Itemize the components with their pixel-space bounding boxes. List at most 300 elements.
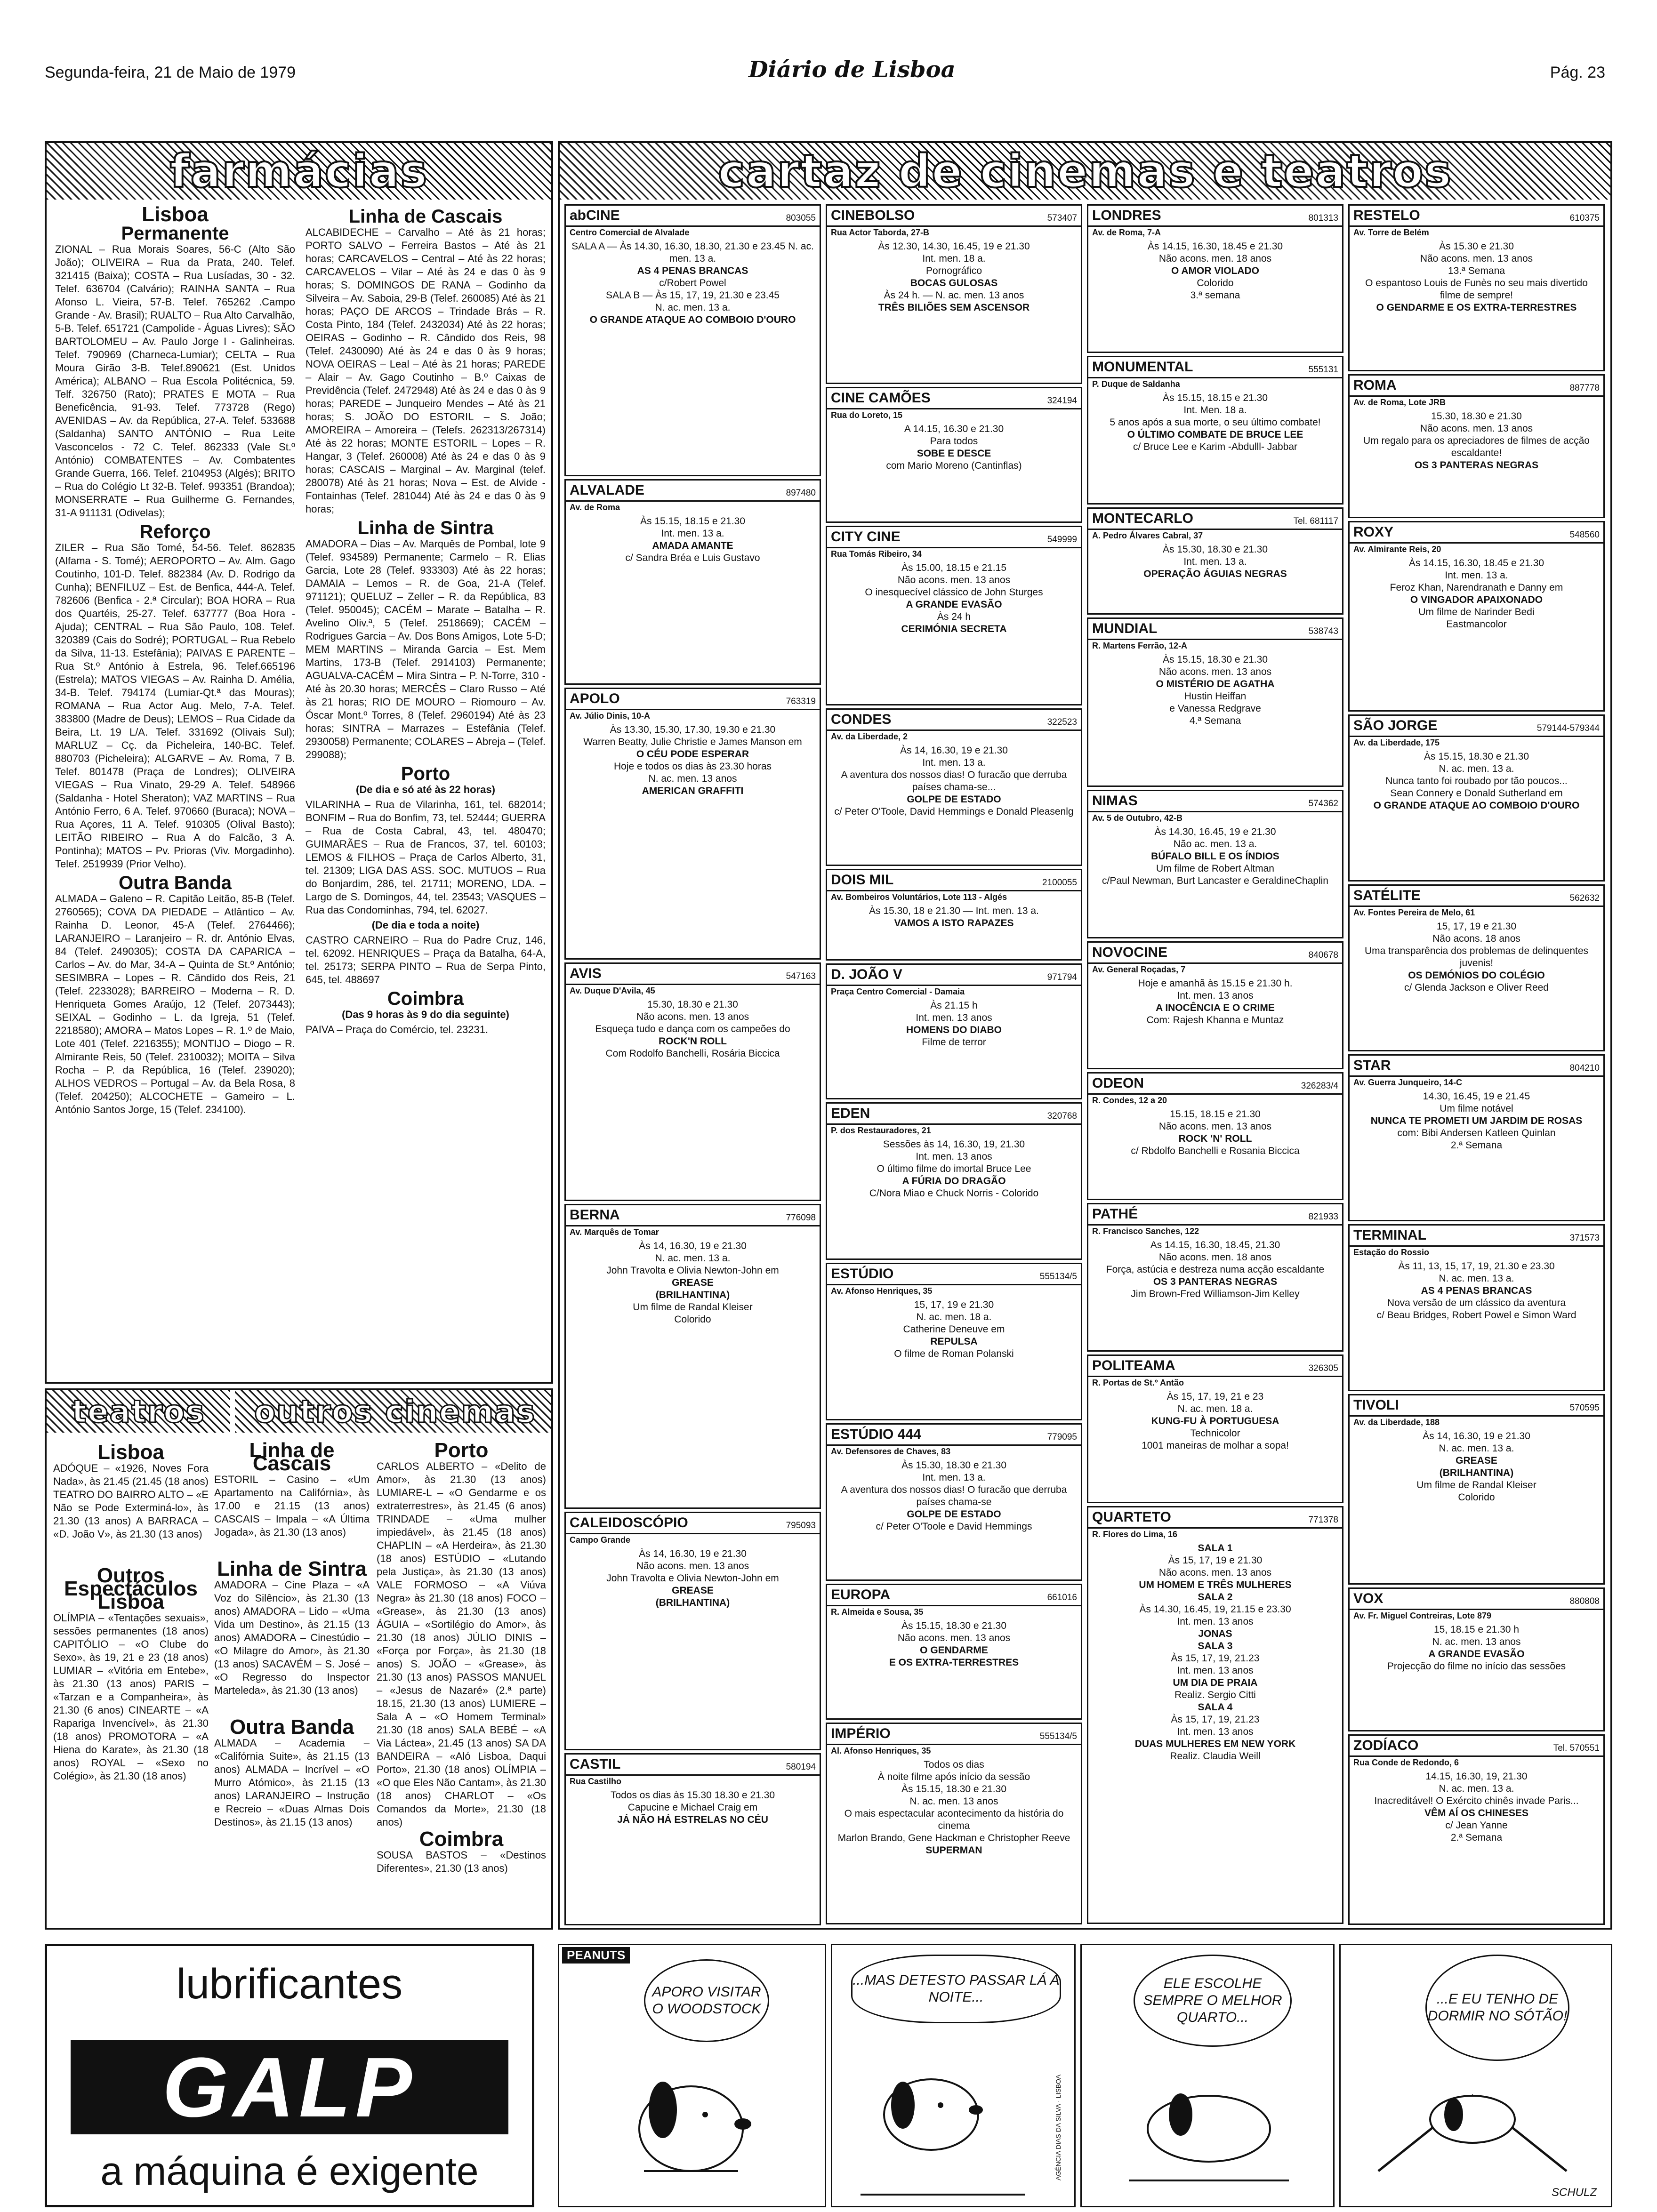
cinema-tel: 555134/5 bbox=[1039, 1272, 1077, 1282]
cinema-header bbox=[827, 388, 1081, 409]
cinema-line: Colorido bbox=[1197, 278, 1234, 289]
cinema-line: Int. Men. 18 a. bbox=[1183, 405, 1247, 416]
cinema-line: Int. men. 13 a. bbox=[1445, 570, 1508, 581]
cinema-box bbox=[1348, 1734, 1605, 1925]
cinema-box bbox=[564, 204, 821, 476]
teatros-outra-banda-text: ALMADA – Academia – «Califórnia Suite», às 21.15 (13 anos) ALMADA – Incrível – «O Murro Atómico», às 21.15 (13 anos) LARANJEIRO – Instrução e Recreio – «Duas Almas Dois Destinos», às 21.15 (13 anos) bbox=[214, 1737, 370, 1828]
cinema-tel: 887778 bbox=[1569, 383, 1600, 393]
cinema-listing bbox=[566, 513, 820, 566]
cinema-tel: 661016 bbox=[1047, 1593, 1077, 1603]
cinema-line: Às 15.15, 18.30 e 21.30 bbox=[1162, 654, 1268, 665]
cinema-line: O GRANDE ATAQUE AO COMBOIO D'OURO bbox=[589, 314, 796, 325]
cinema-tel: 574362 bbox=[1308, 799, 1338, 809]
cinema-line: Hoje e todos os dias às 23.30 horas bbox=[613, 761, 772, 772]
cinema-name: QUARTETO bbox=[1092, 1509, 1171, 1525]
cinema-address: Rua Conde de Redondo, 6 bbox=[1353, 1758, 1459, 1767]
teatros-banner bbox=[47, 1390, 230, 1433]
cinema-box bbox=[564, 1204, 821, 1509]
cinema-name: ODEON bbox=[1092, 1075, 1144, 1091]
cinema-address: Av. General Roçadas, 7 bbox=[1092, 965, 1186, 974]
cinema-line: SUPERMAN bbox=[925, 1845, 982, 1856]
cinema-tel: 801313 bbox=[1308, 213, 1338, 223]
cinema-line: OS 3 PANTERAS NEGRAS bbox=[1414, 460, 1539, 471]
outros-cinemas-col bbox=[377, 1440, 546, 1925]
cinema-tel: 570595 bbox=[1569, 1403, 1600, 1413]
cinema-name: BERNA bbox=[570, 1207, 620, 1223]
cinema-line: Sessões às 14, 16.30, 19, 21.30 bbox=[883, 1139, 1025, 1150]
galp-logo bbox=[71, 2040, 508, 2134]
cinema-name: CASTIL bbox=[570, 1756, 621, 1772]
comic-panel-4 bbox=[1339, 1944, 1612, 2207]
cinema-header bbox=[1350, 1226, 1603, 1247]
cinema-box bbox=[1348, 714, 1605, 882]
cinema-header bbox=[1350, 1395, 1603, 1417]
cinema-tel: 821933 bbox=[1308, 1212, 1338, 1222]
cinema-line: GREASE bbox=[1456, 1455, 1497, 1466]
cinema-address: Av. da Liberdade, 188 bbox=[1353, 1418, 1440, 1427]
cinema-tel: 2100055 bbox=[1042, 878, 1077, 888]
cinema-line: REPULSA bbox=[930, 1336, 978, 1347]
cinema-address: Av. Torre de Belém bbox=[1353, 228, 1429, 237]
cinema-line: ROCK'N ROLL bbox=[659, 1036, 727, 1047]
cinema-line: JONAS bbox=[1198, 1628, 1232, 1639]
cinema-line: A aventura dos nossos dias! O furacão que derruba países chama-se... bbox=[841, 769, 1067, 793]
cinema-tel: 324194 bbox=[1047, 396, 1077, 406]
cinema-line: A GRANDE EVASÃO bbox=[906, 599, 1002, 610]
cinema-line: 15, 18.15 e 21.30 h bbox=[1434, 1624, 1519, 1635]
cinema-header bbox=[566, 1513, 820, 1534]
cinema-listing bbox=[1088, 390, 1342, 455]
cinema-line: Às 15.15, 18.15 e 21.30 bbox=[640, 516, 745, 527]
cinema-address: A. Pedro Álvares Cabral, 37 bbox=[1092, 531, 1203, 540]
cinema-line: Warren Beatty, Julie Christie e James Manson em bbox=[583, 737, 802, 747]
cinema-listing bbox=[566, 1238, 820, 1328]
cinema-tel: 804210 bbox=[1569, 1063, 1600, 1073]
cinema-listing bbox=[566, 1787, 820, 1828]
cinema-line: O inesquecível clássico de John Sturges bbox=[865, 587, 1043, 598]
ad-line-3: a máquina é exigente bbox=[100, 2149, 479, 2193]
cinema-box bbox=[826, 1723, 1082, 1924]
cinema-line: SOBE E DESCE bbox=[917, 448, 991, 459]
cinema-line: Int. men. 13 anos bbox=[916, 1012, 992, 1023]
outros-cinemas-banner bbox=[235, 1390, 553, 1433]
cinema-line: N. ac. men. 18 a. bbox=[916, 1312, 992, 1322]
cinema-line: À noite filme após início da sessão bbox=[877, 1771, 1030, 1782]
bubble-2: ...MAS DETESTO PASSAR LÁ A NOITE... bbox=[851, 1955, 1061, 2023]
cinema-line: Hustin Heiffan bbox=[1184, 691, 1247, 702]
cinema-box bbox=[564, 688, 821, 960]
cinema-header bbox=[827, 1264, 1081, 1285]
cinema-line: 15.30, 18.30 e 21.30 bbox=[1431, 411, 1522, 422]
cinema-line: Esqueça tudo e dança com os campeões do bbox=[595, 1024, 790, 1034]
cinema-line: NUNCA TE PROMETI UM JARDIM DE ROSAS bbox=[1370, 1115, 1583, 1126]
cinema-box bbox=[1087, 617, 1343, 787]
cinema-line: Às 15.15, 18.30 e 21.30 bbox=[901, 1784, 1006, 1795]
cinema-line: AMERICAN GRAFFITI bbox=[642, 785, 744, 796]
cinema-tel: 320768 bbox=[1047, 1111, 1077, 1121]
cinema-line: SALA 3 bbox=[1198, 1641, 1233, 1651]
cinema-header bbox=[827, 527, 1081, 548]
cinema-line: Int. men. 13 anos bbox=[1177, 1616, 1254, 1627]
cinema-tel: 562632 bbox=[1569, 893, 1600, 903]
farmacias-col-1 bbox=[55, 204, 295, 1381]
cinema-line: BOCAS GULOSAS bbox=[910, 278, 998, 289]
cinema-listing bbox=[1350, 409, 1603, 473]
cinema-line: N. ac. men. 13 a. bbox=[1439, 763, 1514, 774]
cinema-line: Às 15, 17, 19 e 21.30 bbox=[1168, 1555, 1263, 1566]
coimbra-heading: Coimbra bbox=[387, 988, 464, 1009]
cinema-header bbox=[1088, 943, 1342, 964]
cinema-line: Não acons. men. 13 anos bbox=[636, 1561, 749, 1571]
farmacias-section bbox=[45, 141, 553, 1384]
cinema-line: 2.ª Semana bbox=[1450, 1832, 1503, 1843]
cinema-header bbox=[1088, 509, 1342, 530]
cinema-line: N. ac. men. 18 a. bbox=[1177, 1403, 1253, 1414]
cinema-line: N. ac. men. 13 a. bbox=[1439, 1443, 1514, 1454]
cinema-line: Às 15.30, 18.30 e 21.30 bbox=[901, 1460, 1006, 1471]
cinema-line: 3.ª semana bbox=[1190, 290, 1240, 301]
comic-panel-2 bbox=[831, 1944, 1076, 2207]
cinema-line: Às 14.30, 16.45, 19 e 21.30 bbox=[1154, 826, 1276, 837]
cinema-box bbox=[564, 962, 821, 1201]
cinema-line: O último filme do imortal Bruce Lee bbox=[877, 1163, 1031, 1174]
cinema-tel: 573407 bbox=[1047, 213, 1077, 223]
cinema-name: MONUMENTAL bbox=[1092, 359, 1193, 375]
cinema-line: c/ Beau Bridges, Robert Powel e Simon Ward bbox=[1376, 1310, 1577, 1321]
cinema-line: O VINGADOR APAIXONADO bbox=[1410, 594, 1543, 605]
cinema-line: Às 15, 17, 19, 21.23 bbox=[1171, 1653, 1260, 1664]
teatros-col-1 bbox=[53, 1442, 209, 1927]
cinema-tel: 610375 bbox=[1569, 213, 1600, 223]
cinema-name: MONTECARLO bbox=[1092, 511, 1193, 526]
cinema-box bbox=[1348, 374, 1605, 518]
cinema-line: Não acons. men. 18 anos bbox=[1158, 1252, 1272, 1263]
cinema-line: OS 3 PANTERAS NEGRAS bbox=[1153, 1276, 1278, 1287]
cinema-header bbox=[566, 206, 820, 227]
cinema-address: R. Condes, 12 a 20 bbox=[1092, 1096, 1167, 1105]
cinema-line: Às 21.15 h bbox=[930, 1000, 978, 1011]
cinema-line: ROCK 'N' ROLL bbox=[1178, 1133, 1252, 1144]
cinema-box bbox=[826, 869, 1082, 961]
cinema-box bbox=[1348, 1394, 1605, 1585]
cinema-line: 14.30, 16.45, 19 e 21.45 bbox=[1423, 1091, 1530, 1102]
cinema-line: (BRILHANTINA) bbox=[655, 1597, 730, 1608]
cinema-name: POLITEAMA bbox=[1092, 1358, 1175, 1373]
cinema-line: 15.15, 18.15 e 21.30 bbox=[1170, 1109, 1261, 1120]
cinema-line: Int. men. 13 a. bbox=[1183, 556, 1247, 567]
cinema-address: Av. Almirante Reis, 20 bbox=[1353, 545, 1441, 554]
cinema-address: Rua Tomás Ribeiro, 34 bbox=[831, 549, 922, 559]
cinema-header bbox=[1350, 1056, 1603, 1077]
cinema-line: Todos os dias às 15.30 18.30 e 21.30 bbox=[610, 1790, 775, 1801]
outros-espectaculos-heading: Outros Espectáculos Lisboa bbox=[64, 1564, 198, 1613]
cinema-line: Não acons. men. 13 anos bbox=[1420, 423, 1533, 434]
cinema-header bbox=[1088, 1356, 1342, 1377]
cinema-name: CINEBOLSO bbox=[831, 208, 915, 223]
porto-note-2: (De dia e toda a noite) bbox=[371, 919, 480, 931]
cinema-line: Jim Brown-Fred Williamson-Jim Kelley bbox=[1131, 1289, 1300, 1299]
cinema-line: O espantoso Louis de Funès no seu mais divertido filme de sempre! bbox=[1365, 278, 1588, 301]
cinema-line: Eastmancolor bbox=[1446, 619, 1507, 630]
cinema-listing bbox=[827, 239, 1081, 316]
cinema-listing bbox=[1088, 652, 1342, 729]
cinema-line: Às 14.15, 16.30, 18.45 e 21.30 bbox=[1147, 241, 1283, 252]
cinema-address: Av. Guerra Junqueiro, 14-C bbox=[1353, 1078, 1463, 1087]
cinema-tel: 771378 bbox=[1308, 1515, 1338, 1525]
cinema-line: Às 24 h bbox=[937, 611, 971, 622]
cinema-tel: 538743 bbox=[1308, 626, 1338, 636]
farmacias-col-2 bbox=[306, 204, 546, 1381]
cinema-line: 1001 maneiras de molhar a sopa! bbox=[1142, 1440, 1289, 1451]
cinema-box bbox=[1348, 1224, 1605, 1391]
cinema-line: c/ Peter O'Toole e David Hemmings bbox=[876, 1521, 1032, 1532]
outra-banda-heading: Outra Banda bbox=[118, 873, 232, 893]
cinema-line: O MISTÉRIO DE AGATHA bbox=[1156, 679, 1275, 689]
cinema-tel: 580194 bbox=[786, 1762, 816, 1772]
cinema-line: Projecção do filme no início das sessões bbox=[1387, 1661, 1566, 1672]
cinema-tel: 555134/5 bbox=[1039, 1731, 1077, 1741]
cinema-line: A 14.15, 16.30 e 21.30 bbox=[904, 424, 1004, 434]
cinema-header bbox=[1088, 1074, 1342, 1095]
cinema-header bbox=[827, 1425, 1081, 1446]
cinema-tel: 763319 bbox=[786, 697, 816, 706]
cinema-listing bbox=[827, 1297, 1081, 1362]
cinema-line: A aventura dos nossos dias! O furacão que derruba países chama-se bbox=[841, 1484, 1067, 1507]
cinema-line: N. ac. men. 13 a. bbox=[655, 1253, 731, 1264]
lisboa-heading: Lisboa bbox=[142, 204, 209, 226]
cinema-listing bbox=[1350, 1428, 1603, 1506]
cinema-header bbox=[1350, 1589, 1603, 1610]
cinema-box bbox=[1348, 1054, 1605, 1221]
cinema-listing bbox=[827, 903, 1081, 931]
cinema-box bbox=[1348, 1587, 1605, 1731]
cinema-tel: 371573 bbox=[1569, 1233, 1600, 1243]
cinema-line: Um filme de Randal Kleiser bbox=[633, 1302, 753, 1313]
cinema-line: O filme de Roman Polanski bbox=[894, 1348, 1014, 1359]
cinema-line: Capucine e Michael Craig em bbox=[627, 1802, 758, 1813]
cinema-line: A FÚRIA DO DRAGÃO bbox=[902, 1176, 1006, 1186]
cinema-box bbox=[1087, 204, 1343, 353]
porto-text-2: CASTRO CARNEIRO – Rua do Padre Cruz, 146, tel. 62092. HENRIQUES – Praça da Batalha, 64-A, tel. 25173; SERPA PINTO – Rua de Serpa Pinto, 645, tel. 488697 bbox=[306, 934, 546, 986]
cinema-line: O GENDARME E OS EXTRA-TERRESTRES bbox=[1376, 302, 1577, 313]
comic-title: PEANUTS bbox=[562, 1947, 630, 1964]
cinema-address: P. Duque de Saldanha bbox=[1092, 379, 1180, 389]
cinema-line: 5 anos após a sua morte, o seu último combate! bbox=[1110, 417, 1321, 428]
cinema-listing bbox=[1088, 976, 1342, 1028]
cinema-box bbox=[1087, 507, 1343, 615]
cinema-line: Às 13.30, 15.30, 17.30, 19.30 e 21.30 bbox=[610, 724, 776, 735]
cinema-tel: 326283/4 bbox=[1301, 1081, 1338, 1091]
cinema-line: Não acons. men. 18 anos bbox=[1158, 253, 1272, 264]
cinema-line: DUAS MULHERES EM NEW YORK bbox=[1134, 1739, 1296, 1749]
cinema-name: ALVALADE bbox=[570, 482, 644, 498]
cinema-address: Av. Defensores de Chaves, 83 bbox=[831, 1447, 951, 1456]
cinema-address: Av. Fontes Pereira de Melo, 61 bbox=[1353, 908, 1475, 917]
comic-panel-3 bbox=[1080, 1944, 1335, 2207]
cinema-name: AVIS bbox=[570, 966, 602, 981]
cinema-line: As 14.15, 16.30, 18.45, 21.30 bbox=[1150, 1240, 1280, 1250]
cinema-name: STAR bbox=[1353, 1058, 1391, 1073]
cinema-address: Rua do Loreto, 15 bbox=[831, 410, 903, 420]
cinema-line: CERIMÓNIA SECRETA bbox=[901, 624, 1007, 634]
cinema-header bbox=[1088, 791, 1342, 812]
cinema-line: TRÊS BILIÕES SEM ASCENSOR bbox=[878, 302, 1030, 313]
cinema-line: N. ac. men. 13 anos bbox=[648, 773, 737, 784]
cinema-line: Colorido bbox=[674, 1314, 711, 1325]
cinema-address: Av. de Roma, Lote JRB bbox=[1353, 398, 1446, 407]
cinema-line: Um regalo para os apreciadores de filmes de acção escaldante! bbox=[1363, 435, 1590, 458]
sintra-text: AMADORA – Dias – Av. Marquês de Pombal, lote 9 (Telef. 934589) Permanente; Carmelo – R. Elias Garcia, Lote 28 (Telef. 933303) Até às 22 horas; DAMAIA – Lemos – R. de Goa, 21-A (Telef. 971121); QUELUZ – Zeller – R. da República, 83 (Telef. 950045); CACÉM – Marate – Batalha – R. Avelino Oliv.ª, 5 (Telef. 2518669); CACÉM – Rodrigues Garcia – Av. Dos Bons Amigos, Lote 5-D; MEM MARTINS – Miranda Garcia – Est. Mem Martins, 173-B (Telef. 2914103) Permanente; AGUALVA-CACÉM – Mira Sintra – P. N-Torre, 310 - Até às 20.30 horas; MERCÊS – Claro Russo – Até às 21 horas; RIO DE MOURO – Riomouro – Av. Óscar Mont.º Torres, 8 (Telef. 2960194) Até às 23 horas; SINTRA – Marrazes – Estefânia (Telef. 2930058) Permanente; COLARES – Abreja – (Telef. 299088); bbox=[306, 538, 546, 761]
cinema-address: Rua Actor Taborda, 27-B bbox=[831, 228, 930, 237]
cinema-line: Nunca tanto foi roubado por tão poucos... bbox=[1385, 776, 1568, 786]
cinema-line: 13.ª Semana bbox=[1448, 265, 1505, 276]
cartaz-section bbox=[558, 141, 1612, 1930]
cinema-header bbox=[1350, 522, 1603, 544]
cinema-header bbox=[566, 481, 820, 502]
cinema-tel: 897480 bbox=[786, 488, 816, 498]
cinema-line: Às 15.15, 18.30 e 21.30 bbox=[1424, 751, 1529, 762]
cinema-line: Marlon Brando, Gene Hackman e Christopher Reeve bbox=[837, 1833, 1070, 1843]
cinema-listing bbox=[827, 998, 1081, 1050]
cinema-listing bbox=[1088, 1540, 1342, 1764]
cinema-box bbox=[826, 1102, 1082, 1260]
cinema-listing bbox=[1350, 1769, 1603, 1846]
cinema-listing bbox=[1350, 1622, 1603, 1675]
cinema-line: UM HOMEM E TRÊS MULHERES bbox=[1139, 1579, 1292, 1590]
cinema-address: Av. da Liberdade, 2 bbox=[831, 732, 908, 741]
outros-cinemas-porto-heading: Porto bbox=[434, 1440, 489, 1462]
cinema-line: com: Bibi Andersen Katleen Quinlan bbox=[1397, 1128, 1556, 1138]
cinema-line: GOLPE DE ESTADO bbox=[907, 1509, 1001, 1520]
cinema-listing bbox=[827, 421, 1081, 474]
cinema-address: Rua Castilho bbox=[570, 1777, 622, 1786]
cinema-line: Às 15.15, 18.15 e 21.30 bbox=[1162, 393, 1268, 403]
cinema-tel: 549999 bbox=[1047, 535, 1077, 545]
cinema-header bbox=[827, 206, 1081, 227]
cinema-line: N. ac. men. 13 a. bbox=[1439, 1783, 1514, 1794]
teatros-banner-title: teatros bbox=[72, 1393, 205, 1430]
snoopy-icon bbox=[611, 2058, 771, 2199]
cinema-address: R. Flores do Lima, 16 bbox=[1092, 1530, 1178, 1539]
cinema-name: NIMAS bbox=[1092, 793, 1138, 809]
cinema-line: Realiz. Sergio Citti bbox=[1174, 1690, 1256, 1700]
cinema-address: Estação do Rossio bbox=[1353, 1248, 1430, 1257]
cinema-name: ROMA bbox=[1353, 377, 1397, 393]
cinema-listing bbox=[1350, 749, 1603, 814]
cinema-name: IMPÉRIO bbox=[831, 1726, 891, 1741]
cinema-line: BÚFALO BILL E OS ÍNDIOS bbox=[1151, 851, 1279, 862]
ad-line-1: lubrificantes bbox=[176, 1961, 403, 2008]
cinema-header bbox=[1088, 619, 1342, 640]
reforco-heading: Reforço bbox=[139, 521, 211, 542]
cinema-address: R. Portas de St.º Antão bbox=[1092, 1378, 1184, 1387]
cinema-line: c/Paul Newman, Burt Lancaster e GeraldineChaplin bbox=[1102, 875, 1328, 886]
cinema-name: APOLO bbox=[570, 691, 620, 706]
outros-cinemas-coimbra-heading: Coimbra bbox=[419, 1827, 504, 1851]
cinema-line: SALA 4 bbox=[1198, 1702, 1233, 1713]
teatros-lisboa-heading: Lisboa bbox=[97, 1442, 164, 1464]
cinema-line: OPERAÇÃO ÁGUIAS NEGRAS bbox=[1143, 569, 1287, 579]
cinema-header bbox=[1350, 1736, 1603, 1757]
cinema-name: D. JOÃO V bbox=[831, 967, 902, 982]
cinema-header bbox=[827, 1724, 1081, 1745]
farmacias-banner-title: farmácias bbox=[169, 145, 428, 198]
cinema-line: Às 14, 16.30, 19 e 21.30 bbox=[639, 1241, 747, 1251]
cinema-box bbox=[1087, 1506, 1343, 1924]
cinema-line: Int. men. 13 anos bbox=[1177, 1726, 1254, 1737]
cinema-line: Às 24 h. — N. ac. men. 13 anos bbox=[884, 290, 1024, 301]
galp-ad bbox=[45, 1944, 534, 2207]
cinema-line: Não acons. men. 13 anos bbox=[897, 1633, 1011, 1643]
cascais-text: ALCABIDECHE – Carvalho – Até às 21 horas; PORTO SALVO – Ferreira Bastos – Até às 21 horas; CARCAVELOS – Central – Até às 22 horas; CARCAVELOS – Vilar – Até às 24 e das 0 às 9 horas; S. DOMINGOS DE RANA – Godinho da Silveira – Av. Saboia, 29-B (Telef. 260085) Até às 21 horas; PAÇO DE ARCOS – Trindade Brás – R. Costa Pinto, 184 (Telef. 2432034) Até às 22 horas; OEIRAS – Godinho – R. Cândido dos Reis, 98 (Telef. 2430090) Até às 24 e das 0 às 9 horas; NOVA OEIRAS – Leal – Até às 21 horas; PAREDE – Alair – Av. Gago Coutinho – B.º Caixas de Previdência (Telef. 2472948) Até às 24 e das 0 às 9 horas; PAREDE – Junqueiro Mendes – Até às 21 horas; S. JOÃO DO ESTORIL – S. João; AMOREIRA – Amoreira – (Telefs. 262313/267314) Até às 22 horas; MONTE ESTORIL – Lopes – R. Hangar, 3 (Telef. 260008) Até às 24 e das 0 às 9 horas; CASCAIS – Marginal – Av. Marginal (telef. 280078) Até às 21 horas; Nova – Est. de Alvide - Fontainhas (Telef. 281044) Até às 24 e das 0 às 9 horas; bbox=[306, 226, 546, 515]
cinema-line: c/ Sandra Bréa e Luis Gustavo bbox=[625, 553, 760, 563]
outra-banda-text: ALMADA – Galeno – R. Capitão Leitão, 85-B (Telef. 2760565); COVA DA PIEDADE – Atlântico – Av. Rainha D. Leonor, 45-A (Telef. 2764466); LARANJEIRO – Laranjeiro – R. dr. António Elvas, 84 (Telef. 2490305); COSTA DA CAPARICA – Carlos – Av. do Mar, 34-A – Quinta de St.º António; SESIMBRA – Lopes – R. Cândido dos Reis, 21 (Telef. 2233028); BARREIRO – Moderna – R. D. Henriqueta Gomes Araújo, 12 (Telef. 2073443); SEIXAL – Godinho – L. da Igreja, 51 (Telef. 2218580); AMORA – Matos Lopes – R. 1.º de Maio, Lote 401 (Telef. 2216355); MONTIJO – Diogo – R. Almirante Reis, 50 (Telef. 2310032); MOITA – Silva Rocha – P. da República, 16 (Telef. 239020); ALHOS VEDROS – Portugal – Av. da Bela Rosa, 8 (Telef. 204250); ALCOCHETE – Gameiro – L. António Santos Jorge, 15 (Telef. 234100). bbox=[55, 893, 295, 1115]
permanente-heading: Permanente bbox=[121, 223, 229, 244]
cinema-header bbox=[827, 870, 1081, 891]
cinema-header bbox=[1350, 376, 1603, 397]
cinema-listing bbox=[827, 560, 1081, 637]
cinema-header bbox=[827, 965, 1081, 986]
cinema-address: Centro Comercial de Alvalade bbox=[570, 228, 690, 237]
cinema-line: Às 14, 16.30, 19 e 21.30 bbox=[900, 745, 1008, 756]
cinema-line: Feroz Khan, Narendranath e Danny em bbox=[1390, 582, 1563, 593]
cinema-address: Al. Afonso Henriques, 35 bbox=[831, 1746, 931, 1755]
cinema-line: Pornográfico bbox=[925, 265, 982, 276]
cinema-tel: 555131 bbox=[1308, 365, 1338, 375]
cinema-listing bbox=[1088, 824, 1342, 889]
cinema-line: c/ Rbdolfo Banchelli e Rosania Biccica bbox=[1131, 1146, 1300, 1156]
cinema-line: John Travolta e Olivia Newton-John em bbox=[606, 1265, 779, 1276]
cinema-header bbox=[1350, 886, 1603, 907]
cinema-box bbox=[826, 1423, 1082, 1581]
coimbra-note: (Das 9 horas às 9 do dia seguinte) bbox=[342, 1009, 509, 1020]
cinema-box bbox=[1348, 884, 1605, 1051]
cinema-line: Não acons. men. 13 anos bbox=[1158, 666, 1272, 677]
cinema-line: O mais espectacular acontecimento da história do cinema bbox=[844, 1808, 1064, 1831]
cinema-box bbox=[826, 1584, 1082, 1720]
cinema-box bbox=[1348, 521, 1605, 712]
cinema-address: R. Martens Ferrão, 12-A bbox=[1092, 641, 1188, 650]
cinema-box bbox=[826, 1263, 1082, 1420]
cinema-tel: Tel. 570551 bbox=[1553, 1743, 1600, 1753]
cinema-line: Int. men. 13 anos bbox=[1177, 990, 1254, 1001]
cinema-line: O GENDARME bbox=[920, 1645, 988, 1656]
cinema-address: R. Almeida e Sousa, 35 bbox=[831, 1607, 924, 1617]
cinema-line: UM DIA DE PRAIA bbox=[1173, 1677, 1258, 1688]
cinema-listing bbox=[1350, 239, 1603, 316]
cinema-line: Às 15.30, 18 e 21.30 — Int. men. 13 a. bbox=[869, 906, 1039, 916]
cinema-box bbox=[1348, 204, 1605, 371]
porto-heading: Porto bbox=[401, 763, 450, 784]
snoopy-roof-icon bbox=[1359, 2068, 1585, 2199]
cinema-line: N. ac. men. 13 anos bbox=[1432, 1636, 1521, 1647]
cinema-box bbox=[564, 1512, 821, 1750]
cinema-name: TERMINAL bbox=[1353, 1227, 1426, 1243]
cinema-line: Com Rodolfo Banchelli, Rosária Biccica bbox=[605, 1048, 780, 1059]
cinema-name: CALEIDOSCÓPIO bbox=[570, 1515, 688, 1531]
cinema-name: NOVOCINE bbox=[1092, 945, 1168, 960]
cinema-line: com Mario Moreno (Cantinflas) bbox=[886, 460, 1022, 471]
cinema-line: e Vanessa Redgrave bbox=[1169, 703, 1261, 714]
cinema-name: ROXY bbox=[1353, 524, 1394, 540]
cinema-header bbox=[566, 1755, 820, 1776]
sintra-heading: Linha de Sintra bbox=[357, 518, 494, 538]
cinema-header bbox=[827, 710, 1081, 731]
cinema-tel: 779095 bbox=[1047, 1432, 1077, 1442]
cinema-line: John Travolta e Olivia Newton-John em bbox=[606, 1573, 779, 1584]
cinema-line: Não acons. men. 13 anos bbox=[1158, 1121, 1272, 1132]
cinema-line: Hoje e amanhã às 15.15 e 21.30 h. bbox=[1138, 978, 1293, 989]
